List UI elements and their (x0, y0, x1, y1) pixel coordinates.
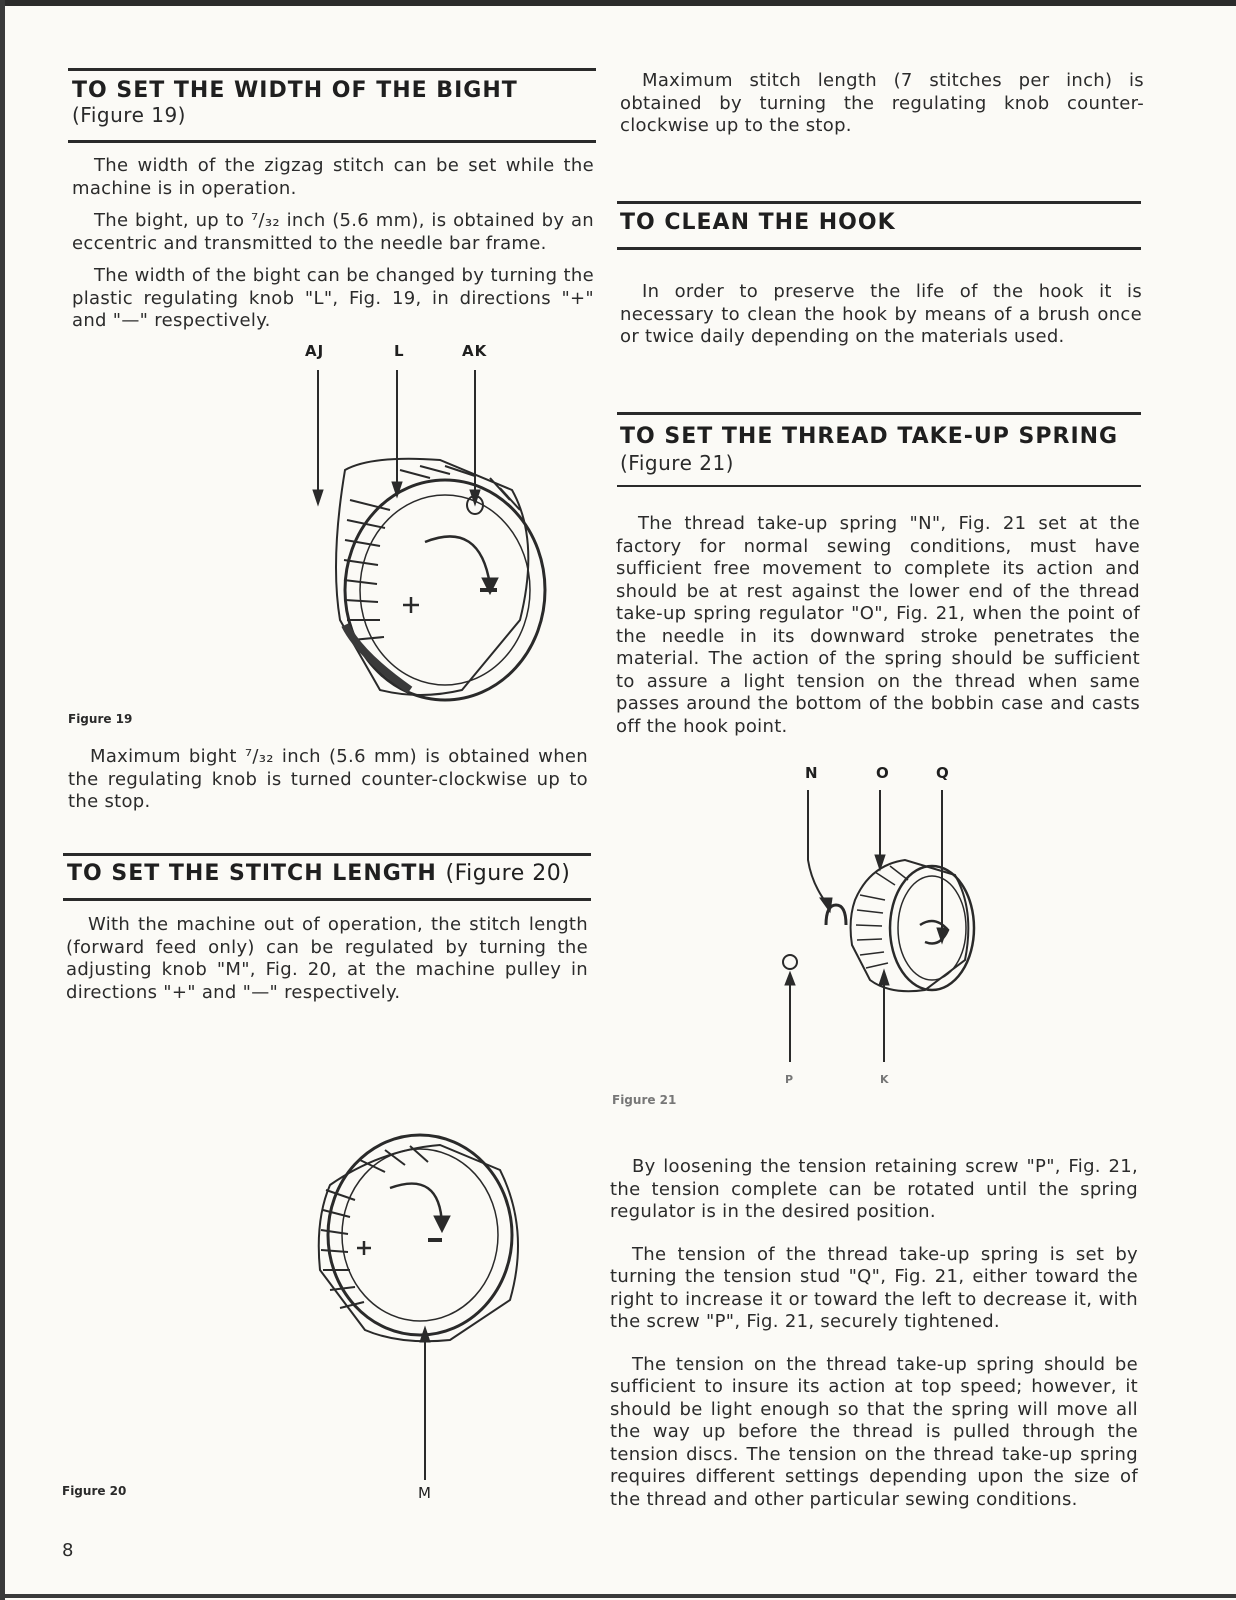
paragraph: Maximum bight ⁷/₃₂ inch (5.6 mm) is obtained when the regulating knob is turned counter-clockwise up to the stop. (68, 746, 588, 812)
paragraph: In order to preserve the life of the hook it is necessary to clean the hook by means of a brush once or twice daily depending on the materials used. (620, 281, 1142, 347)
tension-text (610, 1156, 1138, 1511)
scan-edge-bottom (0, 1594, 1236, 1598)
paragraph: Maximum stitch length (7 stitches per inch) is obtained by turning the regulating knob counter-clockwise up to the stop. (620, 70, 1144, 136)
heading-text: TO SET THE STITCH LENGTH (67, 861, 437, 886)
paragraph: By loosening the tension retaining screw "P", Fig. 21, the tension complete can be rotated until the spring regulator is in the desired position. (610, 1156, 1138, 1222)
paragraph: The thread take-up spring "N", Fig. 21 set at the factory for normal sewing conditions, must have sufficient free movement to complete its action and should be at rest against the lower end of the thread take-up spring regulator "O", Fig. 21, when the point of the needle in its downward stroke penetrates the material. The action of the spring should be sufficient to assure a light tension on the thread when same passes around the bottom of the bobbin case and casts off the hook point. (616, 513, 1140, 737)
callout-ak: AK (462, 342, 488, 360)
paragraph: The bight, up to ⁷/₃₂ inch (5.6 mm), is obtained by an eccentric and transmitted to the needle bar frame. (72, 210, 594, 254)
paragraph: The width of the zigzag stitch can be set while the machine is in operation. (72, 155, 594, 199)
paragraph: The tension on the thread take-up spring should be sufficient to insure its action at top speed; however, it should be light enough so that the spring will move all the way up before the thread is pulled through the tension discs. The tension on the thread take-up spring requires different settings depending upon the size of the thread and other particular sewing conditions. (610, 1353, 1138, 1510)
heading-figure-ref: (Figure 20) (445, 861, 571, 886)
section-heading-bight: TO SET THE WIDTH OF THE BIGHT (72, 78, 518, 103)
paragraph: With the machine out of operation, the stitch length (forward feed only) can be regulated by turning the adjusting knob "M", Fig. 20, at the machine pulley in directions "+" and "—" respectively. (66, 914, 588, 1003)
figure-21-caption: Figure 21 (612, 1093, 677, 1107)
section-heading-clean-hook: TO CLEAN THE HOOK (620, 210, 896, 235)
figure-20-caption: Figure 20 (62, 1484, 127, 1498)
section-heading-take-up-spring: TO SET THE THREAD TAKE-UP SPRING (620, 424, 1119, 449)
callout-k: K (880, 1073, 890, 1086)
callout-aj: AJ (305, 342, 325, 360)
section-subtitle-fig19: (Figure 19) (72, 103, 186, 127)
figure-19-caption: Figure 19 (68, 712, 133, 726)
callout-m: M (418, 1484, 432, 1502)
section-subtitle-fig21: (Figure 21) (620, 451, 734, 475)
callout-n: N (805, 764, 819, 782)
paragraph: The width of the bight can be changed by turning the plastic regulating knob "L", Fig. 19, in directions "+" and "—" respectively. (72, 265, 594, 331)
callout-q: Q (936, 764, 950, 782)
callout-p: P (785, 1073, 795, 1086)
page-number: 8 (62, 1540, 74, 1561)
callout-o: O (876, 764, 890, 782)
callout-l: L (394, 342, 405, 360)
paragraph: The tension of the thread take-up spring is set by turning the tension stud "Q", Fig. 21, either toward the right to increase it or toward the left to decrease it, with the screw "P", Fig. 21, securely tightened. (610, 1243, 1138, 1332)
